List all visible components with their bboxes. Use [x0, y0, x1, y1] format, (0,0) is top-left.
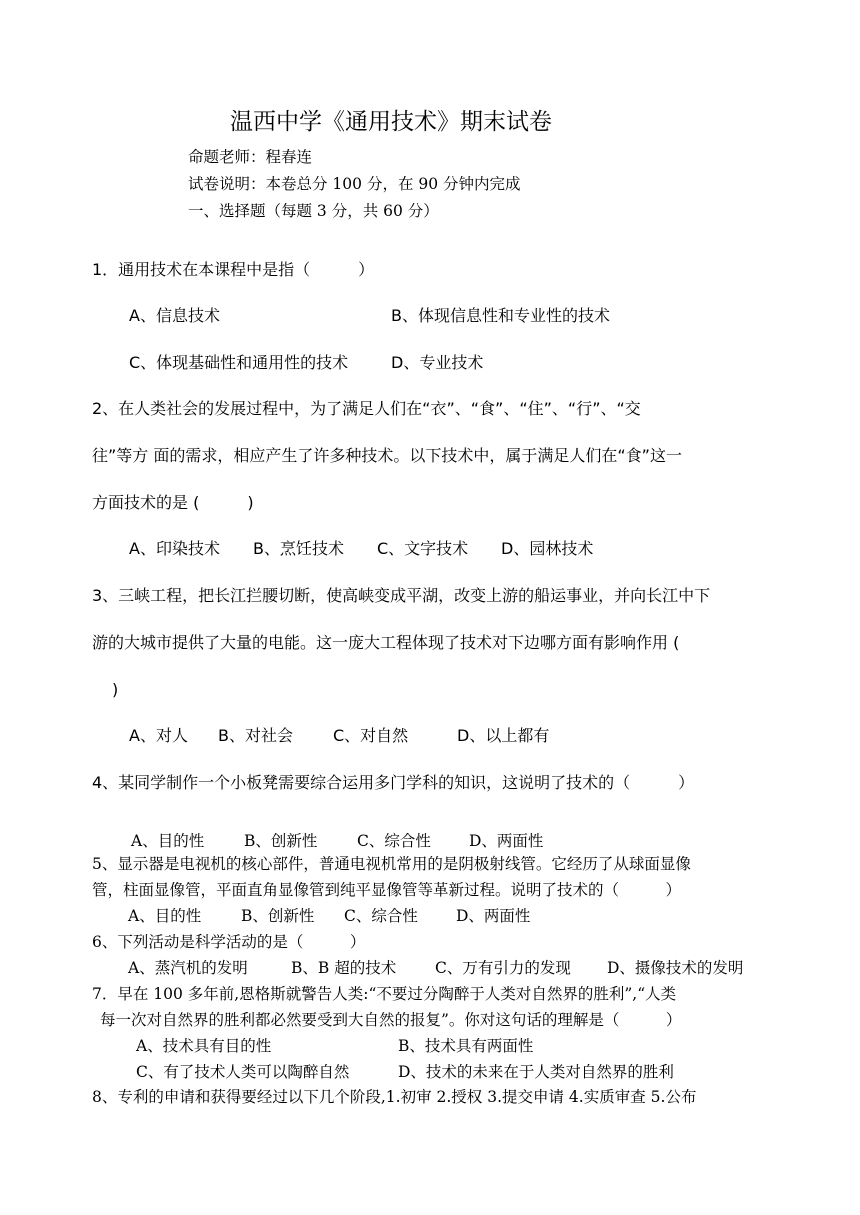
question-7-option-a: A、技术具有目的性 [136, 1037, 272, 1055]
question-8-line-1: 8、专利的申请和获得要经过以下几个阶段,1.初审 2.授权 3.提交申请 4.实质审查 5.公布 [92, 1088, 697, 1106]
question-3-option-b: B、对社会 [218, 726, 293, 745]
question-3-line-3: ) [112, 680, 119, 699]
question-7-line-1: 7．早在 100 多年前,恩格斯就警告人类:“不要过分陶醉于人类对自然界的胜利”,“人类 [92, 985, 677, 1003]
question-3-option-d: D、以上都有 [457, 726, 550, 745]
question-7-option-d: D、技术的未来在于人类对自然界的胜利 [398, 1063, 674, 1081]
question-1-option-b: B、体现信息性和专业性的技术 [391, 306, 610, 325]
question-7-option-b: B、技术具有两面性 [398, 1037, 534, 1055]
question-2-option-a: A、印染技术 [129, 539, 220, 558]
instructions-line: 试卷说明：本卷总分 100 分，在 90 分钟内完成 [188, 175, 521, 193]
question-3-line-1: 3、三峡工程，把长江拦腰切断，使高峡变成平湖，改变上游的船运事业，并向长江中下 [92, 586, 711, 605]
question-5-option-b: B、创新性 [241, 907, 315, 925]
question-6-option-a: A、蒸汽机的发明 [128, 959, 248, 977]
question-5-line-1: 5、显示器是电视机的核心部件，普通电视机常用的是阴极射线管。它经历了从球面显像 [92, 855, 691, 873]
question-6-option-b: B、B 超的技术 [291, 959, 397, 977]
question-7-line-2: 每一次对自然界的胜利都必然要受到大自然的报复”。你对这句话的理解是（ ） [100, 1011, 682, 1029]
question-2-line-3: 方面技术的是 ( ) [92, 493, 254, 512]
question-6-option-d: D、摄像技术的发明 [607, 959, 744, 977]
question-5-option-d: D、两面性 [456, 907, 531, 925]
question-2-option-c: C、文字技术 [377, 539, 469, 558]
question-3-option-c: C、对自然 [333, 726, 409, 745]
question-2-line-1: 2、在人类社会的发展过程中，为了满足人们在“衣”、“食”、“住”、“行”、“交 [92, 399, 641, 418]
question-4-option-a: A、目的性 [131, 832, 205, 850]
question-1-option-c: C、体现基础性和通用性的技术 [129, 353, 349, 372]
question-5-option-c: C、综合性 [344, 907, 418, 925]
question-6-stem: 6、下列活动是科学活动的是（ ） [92, 933, 366, 951]
question-3-option-a: A、对人 [129, 726, 188, 745]
question-4-stem: 4、某同学制作一个小板凳需要综合运用多门学科的知识，这说明了技术的（ ） [92, 773, 695, 792]
author-line: 命题老师：程春连 [188, 148, 313, 166]
question-1-option-d: D、专业技术 [391, 353, 484, 372]
question-4-option-d: D、两面性 [469, 832, 544, 850]
page-title: 温西中学《通用技术》期末试卷 [230, 109, 552, 135]
section-heading: 一、选择题（每题 3 分，共 60 分） [188, 202, 439, 220]
question-1-stem: 1．通用技术在本课程中是指（ ） [92, 260, 375, 279]
question-2-option-d: D、园林技术 [501, 539, 594, 558]
question-6-option-c: C、万有引力的发现 [435, 959, 571, 977]
question-5-line-2: 管，柱面显像管，平面直角显像管到纯平显像管等革新过程。说明了技术的（ ） [92, 881, 682, 899]
question-1-option-a: A、信息技术 [129, 306, 220, 325]
question-4-option-c: C、综合性 [357, 832, 431, 850]
question-5-option-a: A、目的性 [128, 907, 202, 925]
question-7-option-c: C、有了技术人类可以陶醉自然 [136, 1063, 350, 1081]
question-4-option-b: B、创新性 [244, 832, 318, 850]
question-2-line-2: 往”等方 面的需求，相应产生了许多种技术。以下技术中，属于满足人们在“食”这一 [92, 446, 682, 465]
question-3-line-2: 游的大城市提供了大量的电能。这一庞大工程体现了技术对下边哪方面有影响作用 ( [92, 633, 680, 652]
question-2-option-b: B、烹饪技术 [253, 539, 344, 558]
